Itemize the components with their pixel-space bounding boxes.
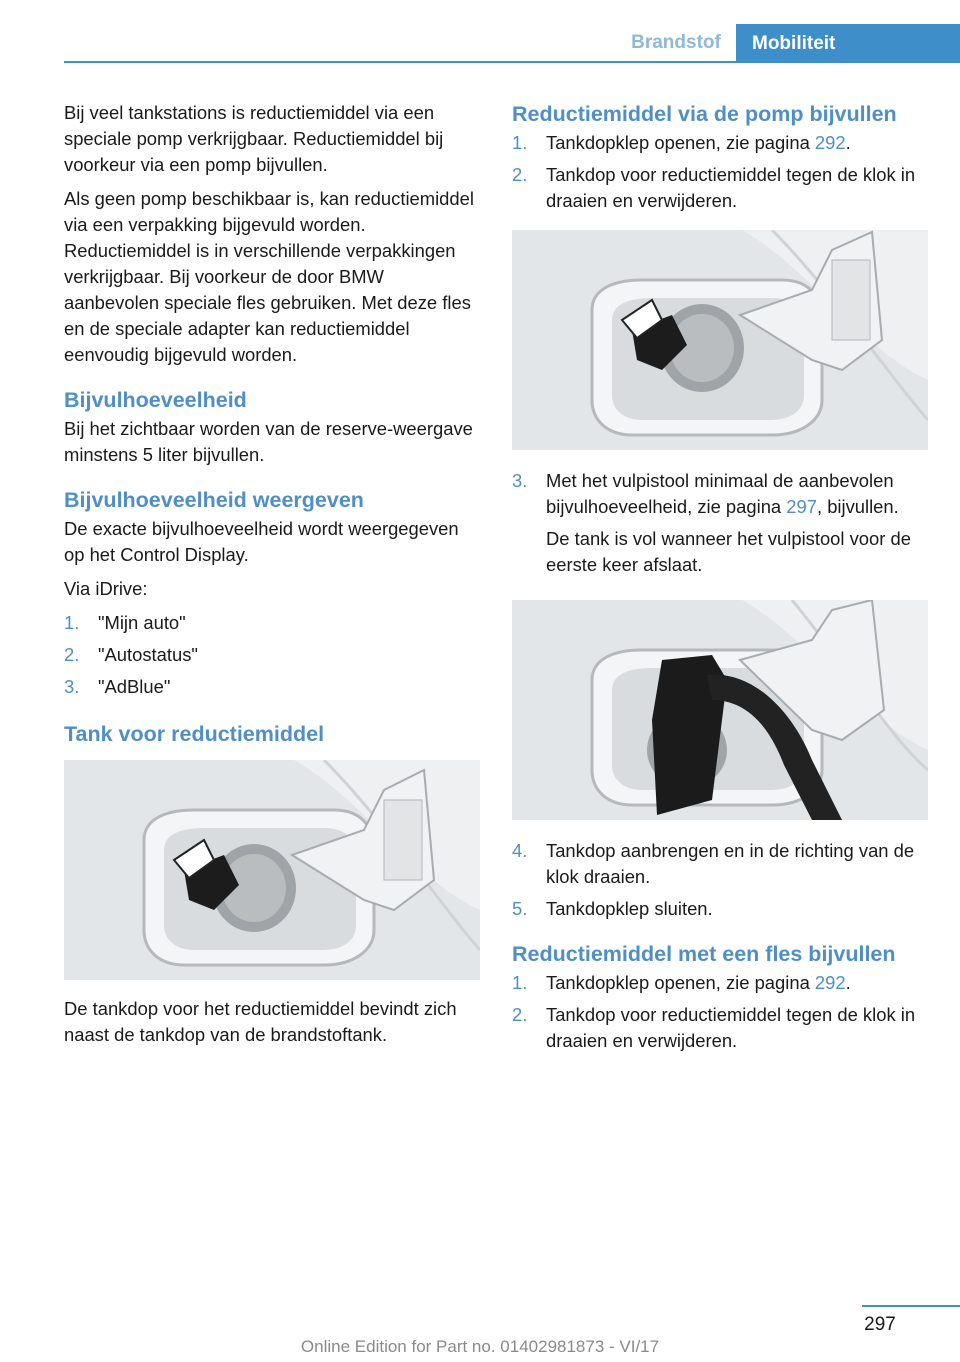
page-link-297[interactable]: 297 <box>786 496 817 517</box>
step-number: 1. <box>512 972 528 993</box>
list-item <box>64 674 484 700</box>
page-number: 297 <box>864 1314 896 1335</box>
heading-bijvulhoeveelheid: Bijvulhoeveelheid <box>64 388 247 412</box>
header-tab-mobiliteit[interactable]: Mobiliteit <box>736 24 960 63</box>
tank-cap-photo <box>64 760 480 980</box>
page-link-292[interactable]: 292 <box>814 132 846 153</box>
pomp-steps-list-c <box>512 838 932 922</box>
pomp-steps-list-a <box>512 130 932 214</box>
step-text <box>546 970 932 996</box>
list-item <box>512 162 932 214</box>
heading-tank: Tank voor reductiemiddel <box>64 722 325 746</box>
step-number: 3. <box>64 676 80 697</box>
tank-cap-open-photo <box>512 230 928 450</box>
list-item <box>64 642 484 668</box>
fles-steps-list <box>512 970 932 1054</box>
step-text: "Autostatus" <box>98 644 198 665</box>
heading-bijvul-weergeven: Bijvulhoeveelheid weergeven <box>64 488 364 512</box>
header-tab-brandstof[interactable]: Brandstof <box>631 31 721 53</box>
list-item <box>512 468 932 584</box>
via-idrive-label: Via iDrive: <box>64 578 148 599</box>
footer-divider <box>862 1305 960 1307</box>
step-text-post: , bijvullen. <box>816 496 899 517</box>
list-item <box>512 838 932 890</box>
filling-nozzle-photo <box>512 600 928 820</box>
step-text-pre: Met het vulpistool minimaal de aanbevolen bijvulhoeveelheid, zie pagina <box>546 470 894 517</box>
list-item <box>512 130 932 156</box>
edition-line: Online Edition for Part no. 01402981873 - VI/17 <box>300 1337 660 1356</box>
step-text: "Mijn auto" <box>98 612 186 633</box>
header-divider <box>64 61 960 63</box>
list-item <box>64 610 484 636</box>
heading-pomp: Reductiemiddel via de pomp bijvullen <box>512 102 897 126</box>
weergeven-paragraph: De exacte bijvulhoeveelheid wordt weergegeven op het Control Display. <box>64 518 459 565</box>
step-number: 4. <box>512 840 528 861</box>
step-text <box>546 468 932 584</box>
step-number: 2. <box>64 644 80 665</box>
list-item <box>512 970 932 996</box>
step-text-post: . <box>845 132 851 153</box>
bijvul-paragraph: Bij het zichtbaar worden van de reserve-weergave minstens 5 liter bijvullen. <box>64 418 473 465</box>
heading-fles: Reductiemiddel met een fles bijvullen <box>512 942 896 966</box>
tank-paragraph: De tankdop voor het reductiemiddel bevindt zich naast de tankdop van de brandstoftank. <box>64 998 457 1045</box>
step-text-pre: Tankdopklep openen, zie pagina <box>546 132 815 153</box>
list-item <box>512 1002 932 1054</box>
right-column <box>512 100 932 1062</box>
left-column <box>64 100 484 1056</box>
step-number: 2. <box>512 1004 528 1025</box>
step-text <box>546 130 932 156</box>
step-text-post: . <box>845 972 851 993</box>
page-link-292[interactable]: 292 <box>814 972 846 993</box>
step-text: Tankdop voor reductiemiddel tegen de klok in draaien en verwijderen. <box>546 164 916 211</box>
pomp-steps-list-b <box>512 468 932 584</box>
idrive-steps-list <box>64 610 484 700</box>
step-number: 2. <box>512 164 528 185</box>
step-number: 1. <box>512 132 528 153</box>
intro-paragraph-1: Bij veel tankstations is reductiemiddel via een speciale pomp verkrijgbaar. Reductiemiddel bij voorkeur via een pomp bijvullen. <box>64 102 444 175</box>
list-item <box>512 896 932 922</box>
step-text: Tankdop voor reductiemiddel tegen de klok in draaien en verwijderen. <box>546 1004 916 1051</box>
step-text: Tankdop aanbrengen en in de richting van de klok draaien. <box>546 840 915 887</box>
step-number: 1. <box>64 612 80 633</box>
step-text-main <box>546 468 932 520</box>
step-text: "AdBlue" <box>98 676 171 697</box>
step-text-pre: Tankdopklep openen, zie pagina <box>546 972 815 993</box>
step-text: Tankdopklep sluiten. <box>546 898 713 919</box>
intro-paragraph-2: Als geen pomp beschikbaar is, kan reductiemiddel via een verpakking bijgevuld worden. Reductiemiddel is in verschillende verpakkingen verkrijgbaar. Bij voorkeur de door BMW aanbevolen speciale fles gebruiken. Met deze fles en de speciale adapter kan reductiemiddel eenvoudig bijgevuld worden. <box>64 188 474 365</box>
step-number: 3. <box>512 470 528 491</box>
step-note: De tank is vol wanneer het vulpistool voor de eerste keer afslaat. <box>546 528 911 575</box>
step-number: 5. <box>512 898 528 919</box>
